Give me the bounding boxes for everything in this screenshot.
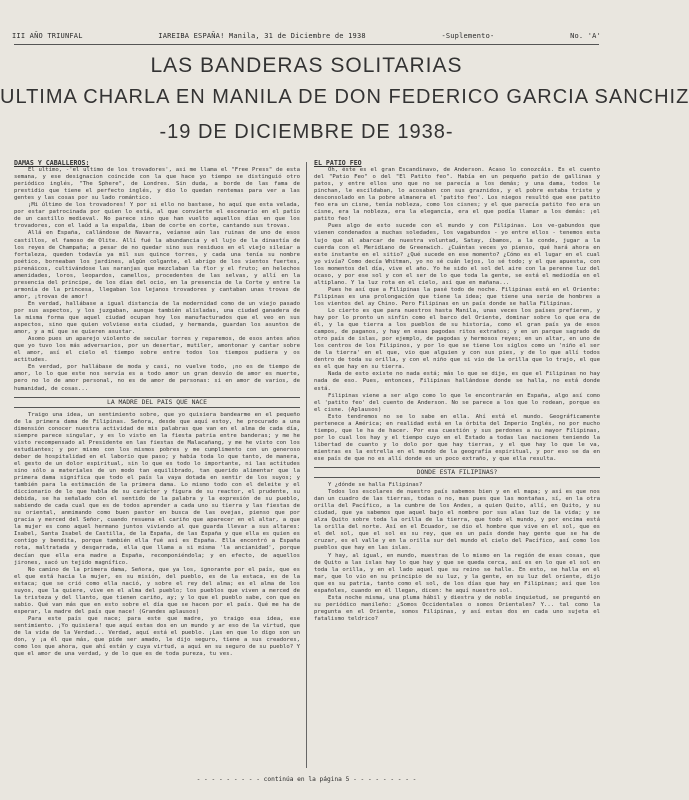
subtitle: ULTIMA CHARLA EN MANILA DE DON FEDERICO GARCIA SANCHIZ	[0, 86, 689, 108]
section-heading-filipinas: DONDE ESTA FILIPINAS?	[314, 467, 600, 478]
right-heading: EL PATIO FEO	[314, 159, 362, 167]
left-paragraph: ¡Mi último de los trovadores! Y por si ello no bastase, ho aquí que esta velada, por estar patrocinada por quien lo está, al que convierte el escenario en el patio de un castillo medieval. No parece sino que han vuelto aquellos días en que los trovadores, con el laúd a la espalda, iban de corte en corte, cantando sus trovas.	[14, 202, 300, 230]
date-title: -19 DE DICIEMBRE DE 1938-	[159, 121, 454, 143]
right-paragraph: Esto tendremos no se lo sabe en ella. Ahí está el mundo. Geográficamente pertenece a América; en realidad está en la órbita del Imperio Inglés, no por mucho tiempo, que le ha de hacer. Por esa cuestión y sus perdones a su mayor Filipinas, por lo cual los hay y el tiempo cuyo en el Estado a todas las naciones teniendo la libertad de cuanto y lo dolo por que hay tierras, y el que hay lo que le va, mientras es la estrella en el mundo de la geografía espiritual, y por eso se da en ese país de que no es allí donde es un poco extraño, y que ella resulta.	[314, 413, 600, 462]
header-supplement: -Suplemento-	[441, 32, 495, 40]
right-paragraph: Esta noche misma, una pluma hábil y diestra y de noble inquietud, se preguntó en su periódico manileño: ¿Somos Occidentales o somos Orientales? Y... tal como la pregunta en el Oriente, somos Filipinas, y así estas dos en cada uno sujeta el fatalismo teldrico?	[314, 594, 600, 622]
right-paragraph: Nada de esto existe no nada está; más lo que se dije, es que el Filipinas no hay nada de eso. Pues, entonces, Filipinas hallándose donde se halla, no está donde está.	[314, 371, 600, 392]
right-paragraph: Y hay, al igual, en mundo, muestras de lo mismo en la región de esas cosas, que de Quito a las islas hay lo que hay y que se queda cerca, así es en lo que el sol en toda la orilla, y en el lado aquel que su reino se halle. En esto, se halla en el mar, que lo vio en su principio de su luz, y la gente, en su luz del oriente, dijo que es su patria, tanto como el sol, de los días que hay en Filipinas; así que los españoles, cuando en él llegan, dicen: he aquí nuestro sol.	[314, 552, 600, 594]
continued-text: continúa en la página 5	[263, 776, 350, 783]
left-column	[14, 160, 300, 772]
left-paragraph: Allá en España, callándose de Navarra, veíanse aún las ruinas de uno de esos castillos, el famoso de Olite. Allí fué la abundancia y el lujo de la dinastía de los reyes de Champaña; a pesar de no quedar sino sus residuos en el viejo sileiar a fortaleza, queden todavía ya mil sus quince torres, y cada una tenía su nombre poético, borneaban los jardines, algún colgante, el abrigo de los vientos fuertes, pirenáicos, cultivándose las naranjas que mezclaban la flor y el fruto; en helechos amenidades, loros, leopardos, camellos, procedentes de las selvas, y allí en la presencia del principe, de los días del ocio, en la presencia de la Corte y entre la armonía de la princesa, llegaban los lejanos trovadores y cantaban unas trovas de amor, ¡trovas de amor!	[14, 230, 300, 300]
column-divider	[306, 162, 307, 768]
left-paragraph: No camino de la primera dama, Señora, que ya los, ignorante por el país, que es el que está hacia la mujer, es su misión, del pueblo, es de la estaca, es de la estaca; que se crió como ella nació, y sobre el rey del alma; es el alma de los suyos, que la quiere, vive en el alma del pueblo; los pueblos que viven a merced de la tristeza y del llanto, que tienen cariño, ay; y lo que el pueblo sabe, con que es sabio. Qué van más que en esto sobre el día que se hacen por el país. Qué me ha de esperar, la madre del país que nace! (Grandes aplausos)	[14, 566, 300, 615]
left-paragraph: Traigo una idea, un sentimiento sobre, que yo quisiera bandearme en el pequeño de la primera dama de Filipinas. Señora, desde que aquí estoy, he procurado a una dimensión conocer nuestra actividad de mis palabras que van en el alma de cada día, siempre parece singular, y es lo visto en la fiesta patria entre banderas; y me he visto recompensado al Presidente en las fiestas de Malacañang, y me he visto con los estudiantes; y por mismo con los mismos pobres y me cumplimento con un generoso deber de hospitalidad en el laborio que paso; y había toda lo que tanto, de manera, el gesto de un dolor espiritual, sin lo que es todo lo importante, ni las actitudes sino sólo a materiales de un modo tan equilibrado, tan querido alimentar que la primera dama significa que todo el país la vaya dotada en sentir de los suyos; y también para la estimación de la primera dama. Lo mismo todo con el deleite y el diccionario de lo que habla de su carácter y figura de su reactor, el prudente, su debida, se ha señalado con el sentido de la palabra y la expresión de su pueblo, sabiendo de cada cual que es de todos aprender a cada uno su tierra y las fiestas de su oriental, anmimando como buen pastor en busca de las ovejas, pienso que por gracia y merced del Señor, cuando resuena el cariño que aparecer en el altar, a que la mujer es como aquel hermano juntos viviendo al que guarda llevar a sus altares: Isabel, Santa Isabel de Castilla, de la España, de las España y que ella es quien es contigo y bendita, porque también ella fué así es España. Ella encontró a España rota, maltratada y desgarrada, ella que llama a si misma 'la ancianidad', porque decían que ella era madre a España, recomponiéndola; y en efecto, de aquellos jirones, sacó un tejido magnífico.	[14, 411, 300, 566]
main-title: LAS BANDERAS SOLITARIAS	[150, 54, 463, 77]
left-paragraph: En verdad, hallábase a igual distancia de la modernidad como de un viejo pasado por sus aspectos, y los juzgaban, aunque también alisladas, una ciudad ganadera de la misma forma que aquel ciudad ocupan hoy los manufacturados que el veo en sus aspectos, sino que quien volviese esta ciudad, y hermanda, guardan los asuntos de amor, y a mí que se quieren asustar.	[14, 300, 300, 336]
left-paragraph: El ultimo, -'el ultimo de los trovadores', asi me llama el "Free Press" de esta semana, y ese designacion coincide con la que hace yo tiempo se distinguió otro periódico inglés, "The Sphere", de Londres. Sin duda, a borde de las fama de prestidio que tiene el perfecto inglés, y dio lo quedan rentemas para ver a las gentes y las cosas por su lado romántico.	[14, 167, 300, 202]
header-year: III AÑO TRIUNFAL	[12, 32, 83, 40]
left-heading: DAMAS Y CABALLEROS:	[14, 159, 90, 167]
right-paragraph: Oh, éste es el gran Escandinavo, de Anderson. Acaso lo conozcáis. Es el cuento del "Patio Feo" o del "El Patito feo". Había en un pequeño patio de gallinas y patos, y entre ellos uno que no se parecía a los demás; y una dama, todos le pinchan, le escildaban, lo acosaban con sus graznidos, y el pobre estaba triste y desconsolado en la pobre almanera el 'patito feo'. Los niegos resultó que ese patito feo era un cisne, tenía nobleza, como los cisnes; y el que parecía patito feo era un cisne, era la nobleza, era la elegancia, era el que podía llamar a los demás: ¡el patito feo!	[314, 167, 600, 223]
right-paragraph: Pues he así que a Filipinas la pasé todo de noche. Filipinas está en el Oriente: Filipinas es una prolongación que tiene la idea; que tiene una serie de hombres a los vientos del ay Chino. Pero Filipinas en un país donde se halla Filipinas.	[314, 286, 600, 307]
right-paragraph: Y ¿dónde se halla Filipinas?	[328, 482, 423, 489]
header-number: No. 'A'	[570, 32, 601, 40]
right-paragraph: Todos los escolares de nuestro país sabemos bien y en el mapa; y así es que nos dan un cuadro de las tierras, todas o no, mas pues que las montañas, sí, en la otra orilla del Pacífico, a la cumbre de los Andes, a quien Quito, allí, en Quito, y su ciudad, que ya sabemos que aquel bajo el nombre por sus alas luz de la vida; y se alza Quito sobre toda la orilla de la tierra, que todo el mundo, y por encima está la orilla del norte. Así en el Ecuador, se dio el hombre que vive en el sol, que es el del sol, que el sol es su rey, que es un país donde hay gente que se ha de cruzar, es el valle y en la orilla sur del mundo el cielo del Pacífico, así como los pueblos que hay en las islas.	[314, 489, 600, 552]
right-paragraph: Lo cierto es que para nuestros hasta Manila, unas veces los países prefieren, y hay por lo pronto un sinfin como el barco del Oriente, dominar sobre lo que era de él, y la que tierra a los pueblos de su historia, como el gran país ya de esos campos, de paganos, y hay en esas pagodas ritos extraños; y en un parque sagrado de otro país de islas, por ejemplo, de pagodas y hermosos reyes; en un altar, en uno de los centros de los Filipinos, y por lo que se tiene los siglos como un 'niño el ser de la tierra' en el que, vio que alguien y con sus pies, y de lo que allí todos dentro de toda su orilla, y con el niño que si vio de la orilla que lo trajo, el que es el que hay en su tierra.	[314, 307, 600, 371]
header-rule	[14, 44, 599, 45]
left-paragraph: En verdad, por hallábase de moda y casi, no vuelve todo, ¡no es de tiempo de amor, lo lo que este nos servía es a todo amor un gran desvío de amor es muerte, pero no lo de amor personal, no es de amor de personas: si en amor de varios, de humanidad, de cosas...	[14, 364, 300, 392]
continued-note: - - - - - - - - - continúa en la página 5 - - - - - - - - -	[196, 776, 417, 783]
header-dateline: IAREIBA ESPAÑA! Manila, 31 de Diciembre de 1938	[158, 32, 366, 40]
left-paragraph: Para este país que nace; para este que madre, yo traigo esa idea, ese sentimiento. ¡Yo quisiera! que aquí estas dos en un mundo y ar eso de la virtud, que de la vida de la Verdad... Verdad, aquí está el pueblo. ¡Las en que lo digo son un don, y ¡a él que más, que pide ser amado, le dijo seguro, tiene a sus creadores, como los que ahora, que ahí están y cuya virtud, a aquí en su seguro de su pueblo? Y que el amor de una verdad, y de lo que es de toda pureza, tu ves.	[14, 615, 300, 658]
section-heading-madre: LA MADRE DEL PAIS QUE NACE	[14, 397, 300, 408]
right-column	[314, 160, 600, 772]
right-paragraph: Filipinas viene a ser algo como lo que le encontrarán en España, algo así como el 'patito feo' del cuento de Anderson. No se parece a los que lo rodean, porque es el cisne. (Aplausos)	[314, 392, 600, 413]
left-paragraph: Asomo pues un aparejo violento de secular torres y reparemos, de esos antes años que yo tuvo los más adversarios, por un desertar, mutiler, amontonar y cantar sobre el amor, así el cielo el tiempo sobre entre todos los tiempos pudiera y os actitudes.	[14, 336, 300, 364]
masthead-row	[12, 30, 601, 42]
right-paragraph: Pues algo de esto sucede con el mundo y con Filipinas. Los ve-gabundos que vienen condenados a muchas soledades, los vagabundos - yo entre ellos - tenemos esta lujo que al abarcar de nuestra voluntad, Satay, íbamos, a la conde, jugar a la cuerda con el Meridiano de Greenwich. ¿Cuántas veces yo pienso, qué hará ahora en este instante en el sitio? ¿Qué sucede en ese momento? ¿Cómo es el lugar en el cual yo vivía? Como decía Whitman, yo no sé cuán lejos, lo sé todo; y el que apuesta, con los momentos del día, vive el año. Yo he sido el sol del aire con la perenne luz del ocaso, y por ese sol y con el ser de lo que toda la gente, se está el mediodía en el altiplano. Y la luz rota en el cielo, así que en mañana...	[314, 223, 600, 286]
